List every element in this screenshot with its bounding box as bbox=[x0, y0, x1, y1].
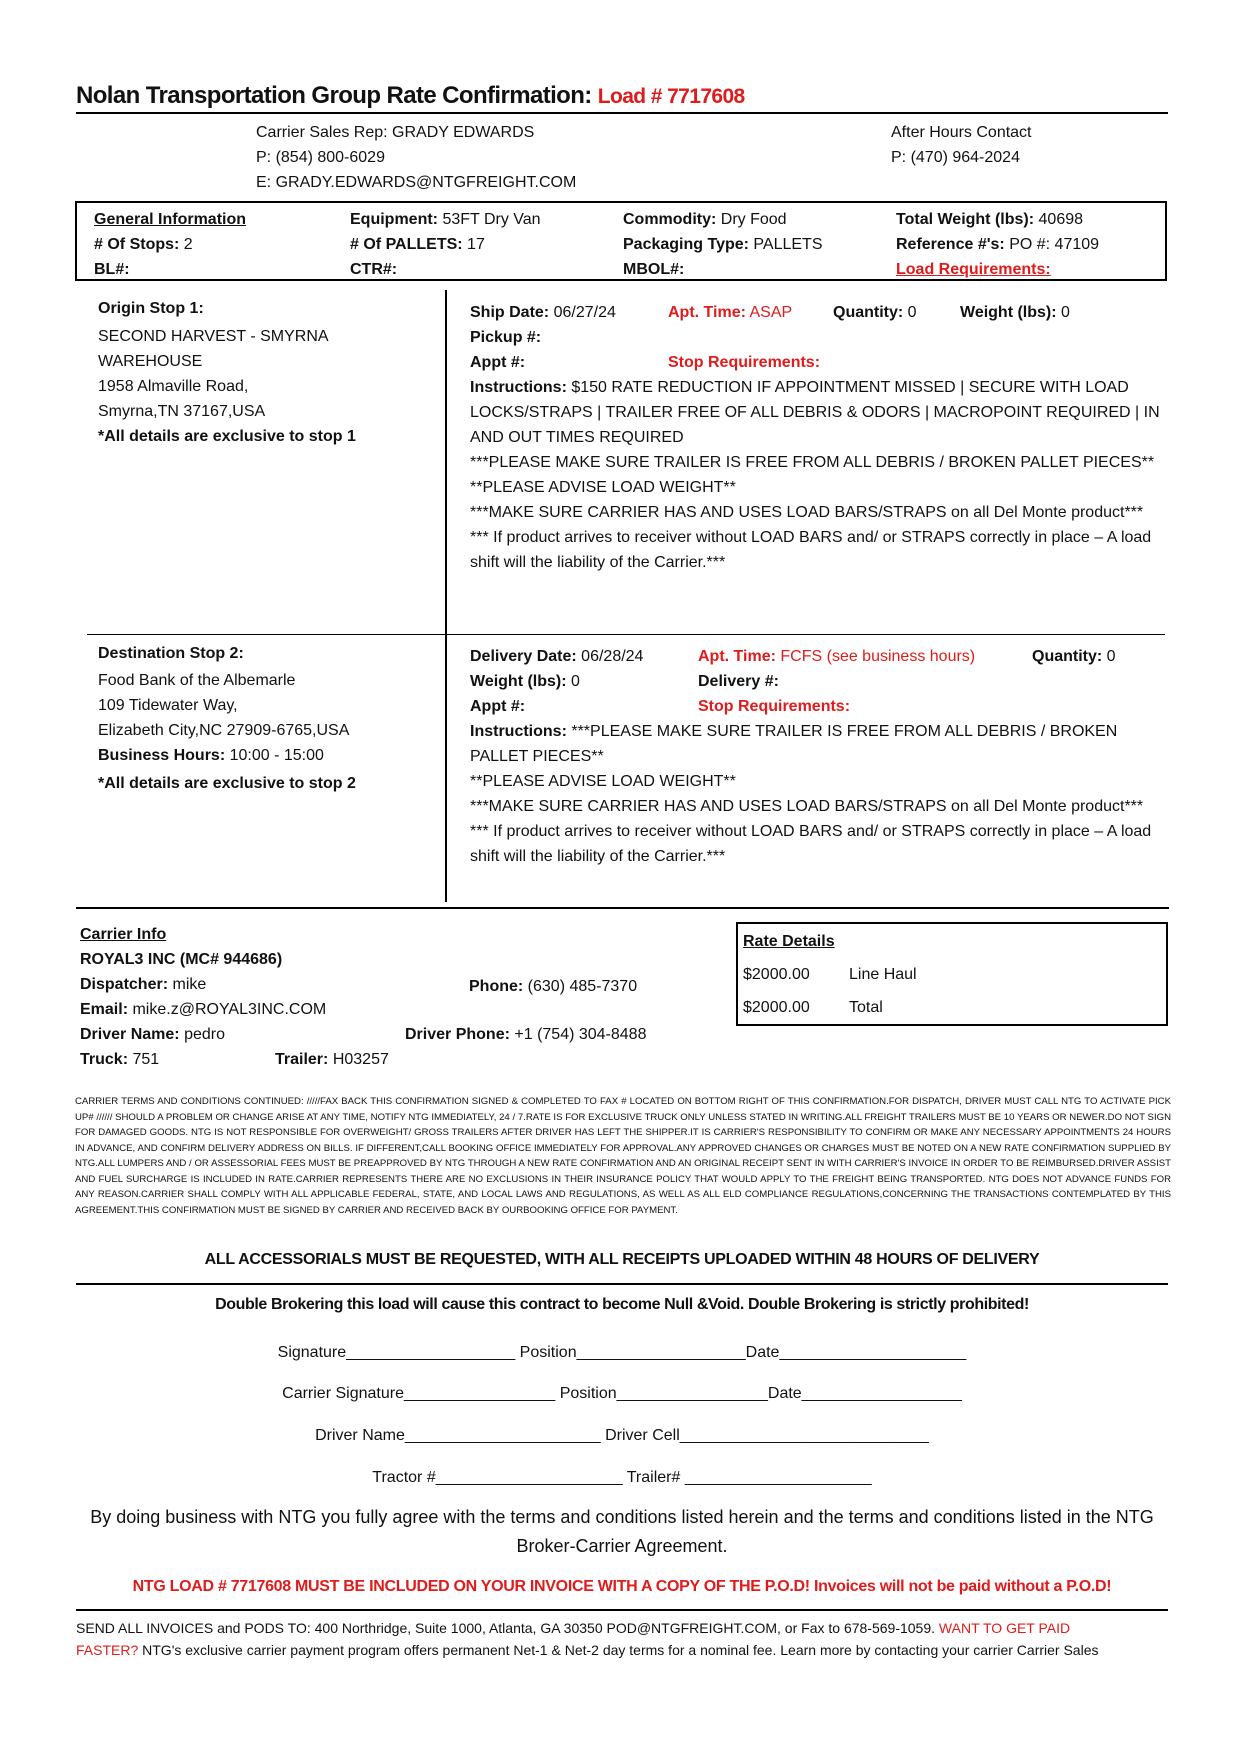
origin-heading: Origin Stop 1: bbox=[98, 300, 204, 317]
load-requirements-link[interactable]: Load Requirements: bbox=[896, 261, 1051, 278]
rate-line-haul-label: Line Haul bbox=[849, 966, 917, 983]
origin-note-3: ***MAKE SURE CARRIER HAS AND USES LOAD BARS/STRAPS on all Del Monte product*** bbox=[470, 504, 1144, 521]
rate-total-label: Total bbox=[849, 999, 883, 1016]
destination-name: Food Bank of the Albemarle bbox=[98, 672, 296, 689]
load-number: Load # 7717608 bbox=[597, 85, 745, 108]
equipment-field: Equipment: 53FT Dry Van bbox=[350, 211, 541, 228]
bl-label: BL#: bbox=[94, 261, 130, 278]
driver-name-line[interactable]: Driver Name______________________ Driver Cell____________________________ bbox=[315, 1427, 929, 1444]
footer-paid-faster: WANT TO GET PAID bbox=[938, 1620, 1071, 1636]
footer-invoice-text: SEND ALL INVOICES and PODS TO: 400 Northridge, Suite 1000, Atlanta, GA 30350 POD@NTGFREIGHT.COM, or Fax to 678-569-1059. bbox=[76, 1620, 936, 1636]
origin-apt-time: Apt. Time: ASAP bbox=[668, 304, 793, 321]
origin-instructions: Instructions: $150 RATE REDUCTION IF APPOINTMENT MISSED | SECURE WITH LOAD LOCKS/STRAPS | TRAILER FREE OF ALL DEBRIS & ODORS | MACROPOINT REQUIRED | IN AND OUT TIMES REQUIRED ***PLEASE MAKE SURE TRAILER IS FREE FROM ALL DEBRIS / BROKEN PALLET PIECES** **PLEASE ADVISE LOAD WEIGHT** ***MAKE SURE CARRIER HAS AND USES LOAD BARS/STRAPS on all Del Monte product*** *** If product arrives to receiver without LOAD BARS and/ or STRAPS correctly in place – A load shift will the liability of the Carrier.*** bbox=[470, 375, 1170, 575]
origin-pickup-label: Pickup #: bbox=[470, 329, 542, 346]
footer bbox=[76, 1617, 1172, 1661]
accessorials-divider bbox=[76, 1283, 1168, 1285]
driver-phone-field: Driver Phone: +1 (754) 304-8488 bbox=[405, 1026, 647, 1043]
destination-quantity: Quantity: 0 bbox=[1032, 648, 1116, 665]
pallets-field: # Of PALLETS: 17 bbox=[350, 236, 485, 253]
after-hours-phone: P: (470) 964-2024 bbox=[891, 149, 1020, 166]
agreement-text: By doing business with NTG you fully agree with the terms and conditions listed herein and the terms and conditions listed in the NTG Broker-Carrier Agreement. bbox=[90, 1507, 1154, 1556]
sales-email[interactable]: E: GRADY.EDWARDS@NTGFREIGHT.COM bbox=[256, 174, 577, 191]
mbol-label: MBOL#: bbox=[623, 261, 685, 278]
after-hours-label: After Hours Contact bbox=[891, 124, 1032, 141]
invoice-notice: NTG LOAD # 7717608 MUST BE INCLUDED ON YOUR INVOICE WITH A COPY OF THE P.O.D! Invoices will not be paid without a P.O.D! bbox=[132, 1578, 1112, 1595]
destination-weight: Weight (lbs): 0 bbox=[470, 673, 580, 690]
double-brokering-notice: Double Brokering this load will cause this contract to become Null &Void. Double Brokering is strictly prohibited! bbox=[215, 1296, 1029, 1313]
destination-business-hours: Business Hours: 10:00 - 15:00 bbox=[98, 747, 324, 764]
commodity-field: Commodity: Dry Food bbox=[623, 211, 787, 228]
footer-program-text: NTG's exclusive carrier payment program offers permanent Net-1 & Net-2 day terms for a nominal fee. Learn more by contacting your carrier Carrier Sales bbox=[142, 1642, 1099, 1658]
origin-note-1: ***PLEASE MAKE SURE TRAILER IS FREE FROM ALL DEBRIS / BROKEN PALLET PIECES** bbox=[470, 454, 1155, 471]
destination-note-3: *** If product arrives to receiver without LOAD BARS and/ or STRAPS correctly in place – A load shift will the liability of the Carrier.*** bbox=[470, 823, 1152, 865]
origin-quantity: Quantity: 0 bbox=[833, 304, 917, 321]
rate-line-haul-amount: $2000.00 bbox=[743, 966, 810, 983]
page-title bbox=[76, 82, 745, 110]
signature-line[interactable]: Signature___________________ Position___________________Date_____________________ bbox=[277, 1344, 967, 1361]
footer-faster: FASTER? bbox=[76, 1642, 139, 1658]
carrier-divider bbox=[76, 907, 1169, 909]
destination-appt-label: Appt #: bbox=[470, 698, 526, 715]
reference-field: Reference #'s: PO #: 47109 bbox=[896, 236, 1100, 253]
origin-stop-requirements: Stop Requirements: bbox=[668, 354, 821, 371]
destination-address2: Elizabeth City,NC 27909-6765,USA bbox=[98, 722, 350, 739]
carrier-phone-field: Phone: (630) 485-7370 bbox=[469, 978, 638, 995]
carrier-name: ROYAL3 INC (MC# 944686) bbox=[80, 951, 283, 968]
rate-details-heading: Rate Details bbox=[743, 933, 835, 950]
general-info-heading: General Information bbox=[94, 211, 247, 228]
carrier-info-heading: Carrier Info bbox=[80, 926, 167, 943]
rate-total-amount: $2000.00 bbox=[743, 999, 810, 1016]
ctr-label: CTR#: bbox=[350, 261, 398, 278]
origin-ship-date: Ship Date: 06/27/24 bbox=[470, 304, 616, 321]
carrier-email-field[interactable]: Email: mike.z@ROYAL3INC.COM bbox=[80, 1001, 327, 1018]
stop-column-divider bbox=[445, 290, 447, 902]
destination-exclusive-note: *All details are exclusive to stop 2 bbox=[98, 775, 356, 792]
destination-delivery-date: Delivery Date: 06/28/24 bbox=[470, 648, 644, 665]
destination-note-1: **PLEASE ADVISE LOAD WEIGHT** bbox=[470, 773, 736, 790]
origin-name-line1: SECOND HARVEST - SMYRNA bbox=[98, 328, 329, 345]
title-text: Nolan Transportation Group Rate Confirmation: bbox=[76, 82, 592, 109]
accessorials-notice: ALL ACCESSORIALS MUST BE REQUESTED, WITH ALL RECEIPTS UPLOADED WITHIN 48 HOURS OF DELIVERY bbox=[204, 1251, 1040, 1268]
destination-heading: Destination Stop 2: bbox=[98, 645, 244, 662]
destination-note-2: ***MAKE SURE CARRIER HAS AND USES LOAD BARS/STRAPS on all Del Monte product*** bbox=[470, 798, 1144, 815]
driver-name-field: Driver Name: pedro bbox=[80, 1026, 225, 1043]
destination-stop-requirements: Stop Requirements: bbox=[698, 698, 851, 715]
trailer-field: Trailer: H03257 bbox=[275, 1051, 389, 1068]
origin-appt-label: Appt #: bbox=[470, 354, 526, 371]
origin-note-2: **PLEASE ADVISE LOAD WEIGHT** bbox=[470, 479, 736, 496]
sales-rep: Carrier Sales Rep: GRADY EDWARDS bbox=[256, 124, 535, 141]
destination-instructions: Instructions: ***PLEASE MAKE SURE TRAILER IS FREE FROM ALL DEBRIS / BROKEN PALLET PIECES** **PLEASE ADVISE LOAD WEIGHT** ***MAKE SURE CARRIER HAS AND USES LOAD BARS/STRAPS on all Del Monte product*** *** If product arrives to receiver without LOAD BARS and/ or STRAPS correctly in place – A load shift will the liability of the Carrier.*** bbox=[470, 719, 1170, 869]
origin-exclusive-note: *All details are exclusive to stop 1 bbox=[98, 428, 356, 445]
origin-name-line2: WAREHOUSE bbox=[98, 353, 203, 370]
truck-field: Truck: 751 bbox=[80, 1051, 160, 1068]
origin-address1: 1958 Almaville Road, bbox=[98, 378, 249, 395]
sales-phone: P: (854) 800-6029 bbox=[256, 149, 385, 166]
stop-row-divider bbox=[87, 634, 1165, 635]
packaging-field: Packaging Type: PALLETS bbox=[623, 236, 823, 253]
terms-and-conditions: CARRIER TERMS AND CONDITIONS CONTINUED: /////FAX BACK THIS CONFIRMATION SIGNED & COMPLETED TO FAX # LOCATED ON BOTTOM RIGHT OF THIS CONFIRMATION.FOR DISPATCH, DRIVER MUST CALL NTG TO ACTIVATE PICK UP# ////// SHOULD A PROBLEM OR CHANGE ARISE AT ANY TIME, NOTIFY NTG IMMEDIATELY, 24 / 7.RATE IS FOR EXCLUSIVE TRUCK ONLY UNLESS STATED IN WRITING.ALL FREIGHT TRAILERS MUST BE 10 YEARS OR NEWER.DO NOT SIGN FOR DAMAGED GOODS. NTG IS NOT RESPONSIBLE FOR OVERWEIGHT/ GROSS TRAILERS AFTER DRIVER HAS LEFT THE SHIPPER.IT IS CARRIER'S RESPONSIBILITY TO CONFIRM OR MAKE ANY NECESSARY APPOINTMENTS 24 HOURS IN ADVANCE, AND CONFIRM DELIVERY ADDRESS ON BILLS. IF DIFFERENT,CALL BOOKING OFFICE IMMEDIATELY FOR APPROVAL.ANY APPROVED CHANGES OR CHARGES MUST BE NOTED ON A NEW RATE CONFIRMATION SUPPLIED BY NTG.ALL LUMPERS AND / OR ASSESSORIAL FEES MUST BE PREAPPROVED BY NTG THROUGH A NEW RATE CONFIRMATION AND AN ORIGINAL RECEIPT SENT IN WITH CARRIER'S INVOICE IN ORDER TO BE REIMBURSED.DRIVER ASSIST AND FUEL SURCHARGE IS INCLUDED IN RATE.CARRIER REPRESENTS THERE ARE NO EXCLUSIONS IN THEIR INSURANCE POLICY THAT WOULD APPLY TO THE FREIGHT BEING TRANSPORTED. NTG DOES NOT ADVANCE FUNDS FOR ANY REASON.CARRIER SHALL COMPLY WITH ALL APPLICABLE FEDERAL, STATE, AND LOCAL LAWS AND REGULATIONS, AS WELL AS ALL ELD COMPLIANCE REGULATIONS,CONCERNING THE TRANSACTIONS CONTEMPLATED BY THIS AGREEMENT.THIS CONFIRMATION MUST BE SIGNED BY CARRIER AND RECEIVED BACK BY OURBOOKING OFFICE FOR PAYMENT. bbox=[75, 1096, 1171, 1216]
total-weight-field: Total Weight (lbs): 40698 bbox=[896, 211, 1084, 228]
dispatcher-field: Dispatcher: mike bbox=[80, 976, 207, 993]
origin-address2: Smyrna,TN 37167,USA bbox=[98, 403, 266, 420]
carrier-signature-line[interactable]: Carrier Signature_________________ Position_________________Date__________________ bbox=[282, 1385, 962, 1402]
destination-delivery-label: Delivery #: bbox=[698, 673, 779, 690]
destination-apt-time: Apt. Time: FCFS (see business hours) bbox=[698, 648, 976, 665]
destination-address1: 109 Tidewater Way, bbox=[98, 697, 238, 714]
stops-field: # Of Stops: 2 bbox=[94, 236, 193, 253]
title-divider bbox=[76, 112, 1168, 114]
origin-weight: Weight (lbs): 0 bbox=[960, 304, 1070, 321]
origin-note-4: *** If product arrives to receiver without LOAD BARS and/ or STRAPS correctly in place – A load shift will the liability of the Carrier.*** bbox=[470, 529, 1152, 571]
footer-divider bbox=[76, 1609, 1168, 1611]
tractor-trailer-line[interactable]: Tractor #_____________________ Trailer# _____________________ bbox=[372, 1469, 872, 1486]
